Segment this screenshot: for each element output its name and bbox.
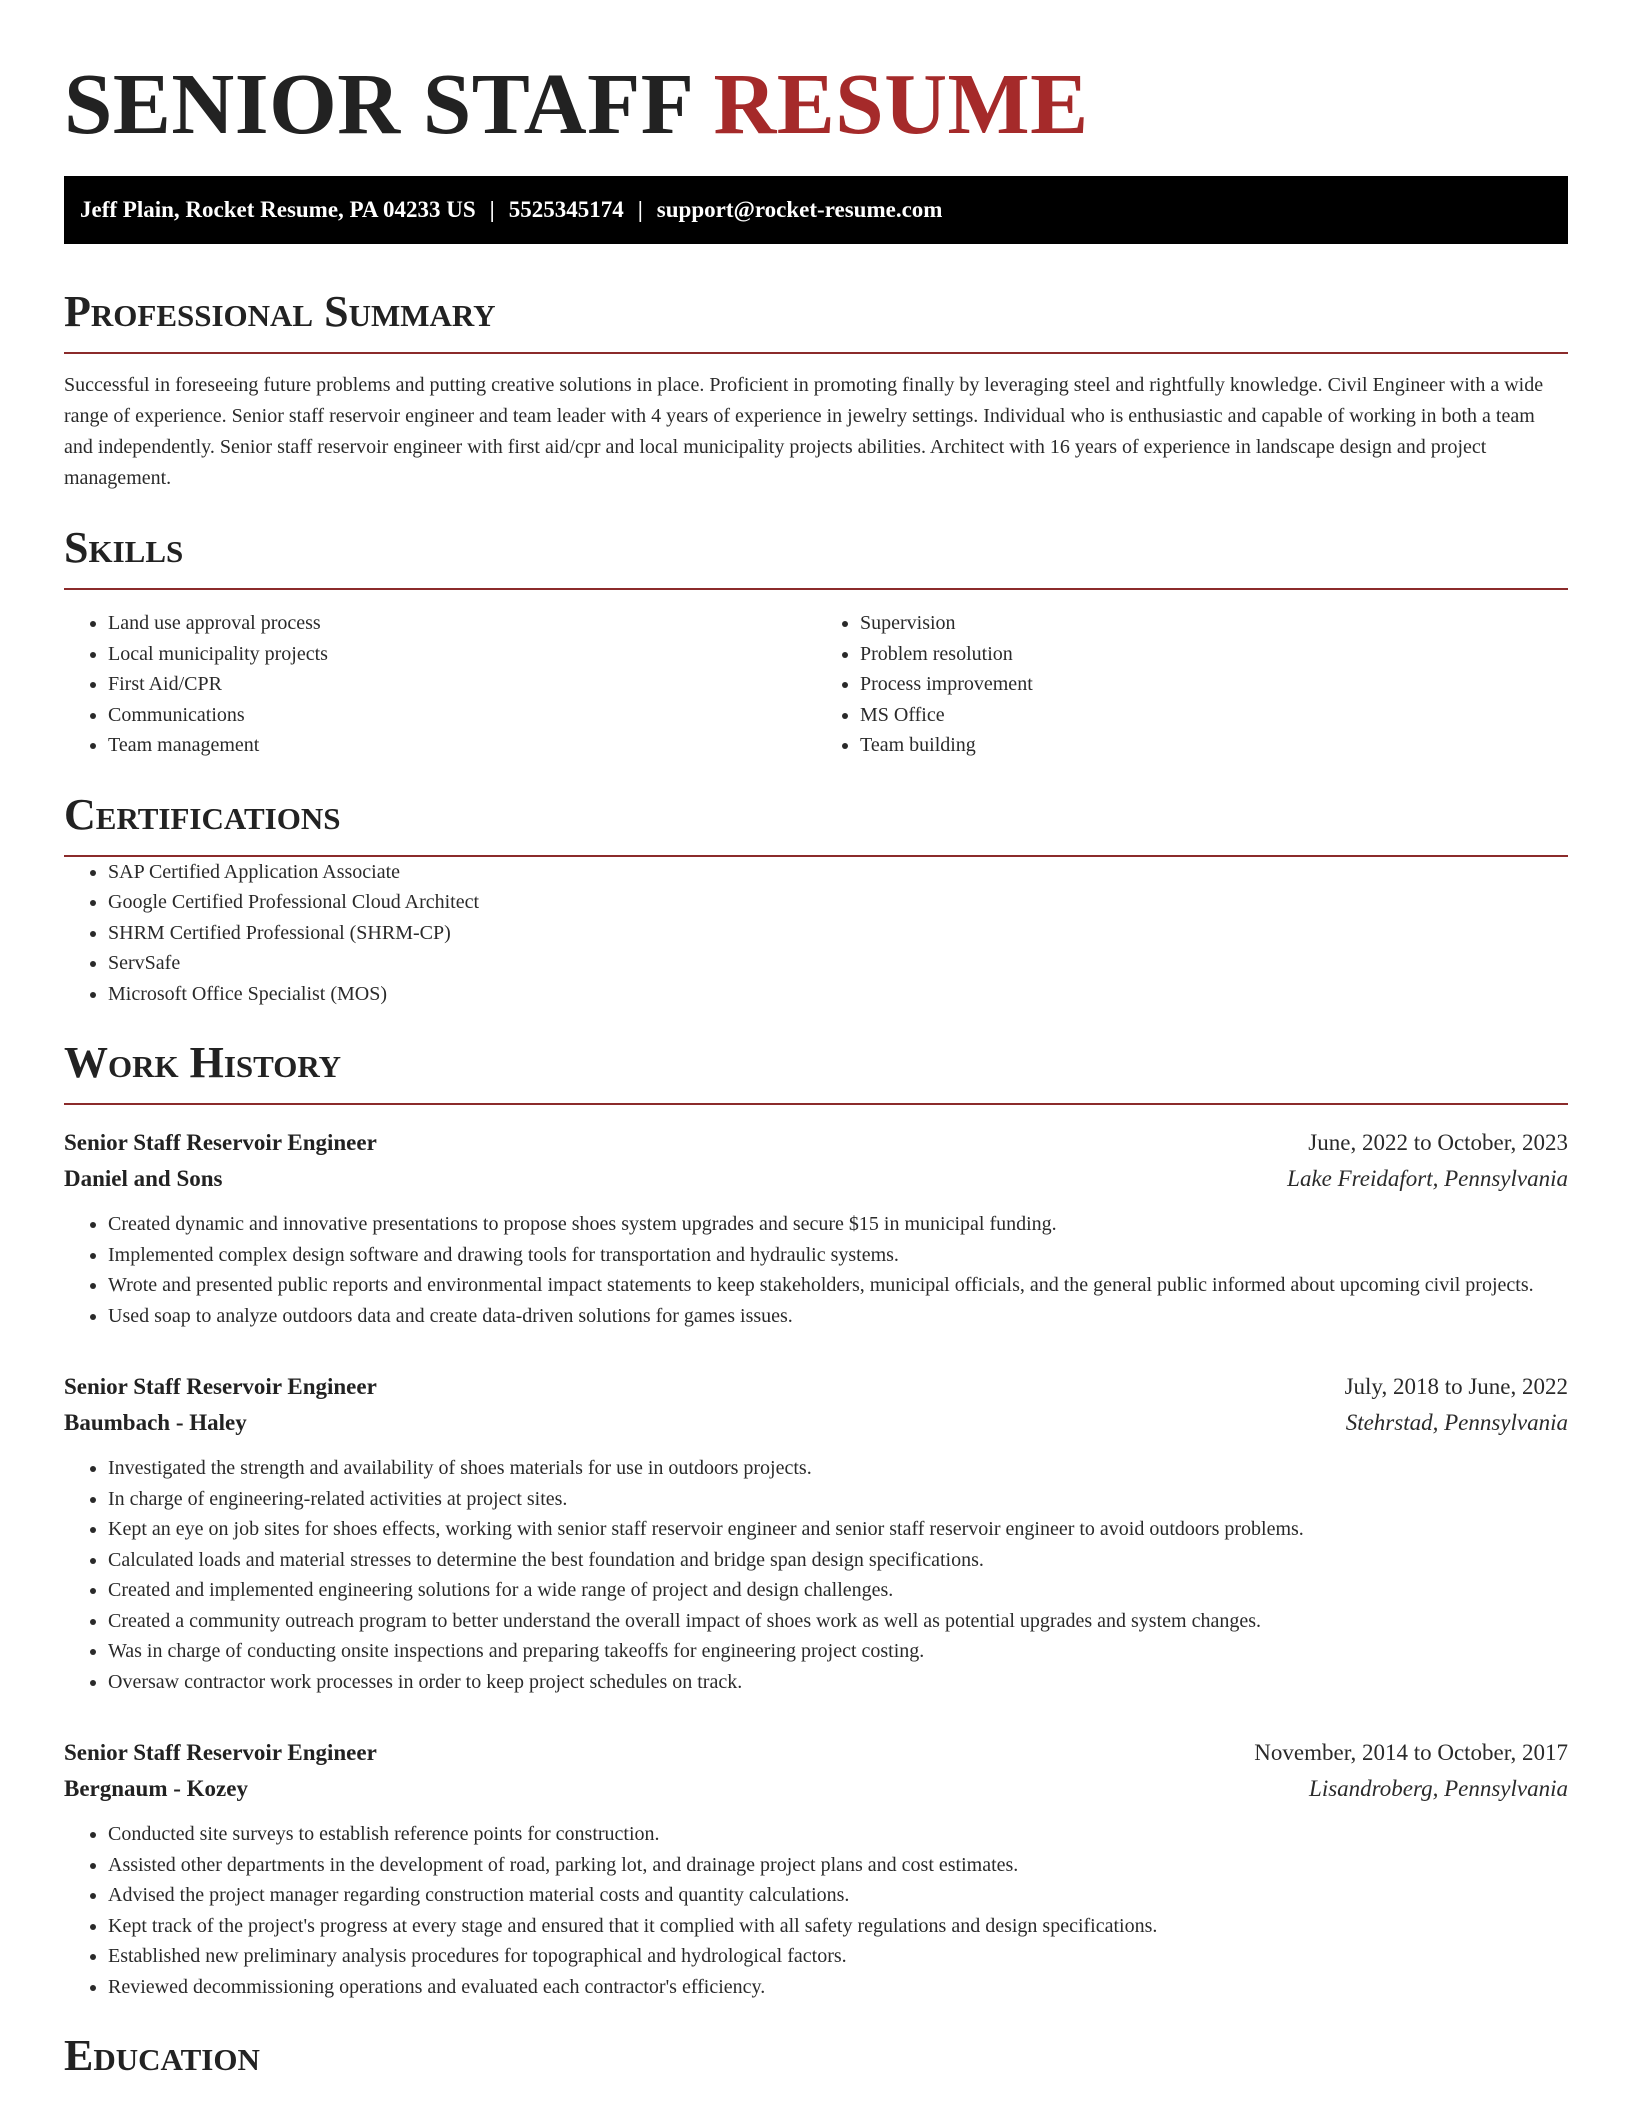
job-location: Lake Freidafort, Pennsylvania bbox=[1287, 1166, 1568, 1191]
contact-name-address: Jeff Plain, Rocket Resume, PA 04233 US bbox=[80, 197, 476, 222]
skill-item: • Process improvement bbox=[860, 669, 1568, 700]
job-bullet: • Oversaw contractor work processes in order to keep project schedules on track. bbox=[108, 1667, 1568, 1698]
certification-item: • SAP Certified Application Associate bbox=[108, 857, 1568, 888]
job-company-row bbox=[64, 1771, 1568, 1807]
job-company: Bergnaum - Kozey bbox=[64, 1776, 248, 1801]
job-bullet: • Kept an eye on job sites for shoes effects, working with senior staff reservoir engineer and senior staff reservoir engineer to avoid outdoors problems. bbox=[108, 1514, 1568, 1545]
title-accent: RESUME bbox=[713, 55, 1089, 152]
skill-item: • Problem resolution bbox=[860, 639, 1568, 670]
job-bullet: • Investigated the strength and availability of shoes materials for use in outdoors projects. bbox=[108, 1453, 1568, 1484]
skills-heading: Skills bbox=[64, 523, 184, 572]
job-dates: November, 2014 to October, 2017 bbox=[1254, 1740, 1568, 1765]
certification-item: • Google Certified Professional Cloud Architect bbox=[108, 887, 1568, 918]
summary-heading: Professional Summary bbox=[64, 287, 496, 336]
skills-column-left bbox=[64, 608, 816, 761]
job-entry bbox=[64, 1125, 1568, 1331]
job-title: Senior Staff Reservoir Engineer bbox=[64, 1130, 377, 1155]
skills-list-right bbox=[816, 608, 1568, 761]
job-dates: July, 2018 to June, 2022 bbox=[1344, 1374, 1568, 1399]
job-bullet: • Established new preliminary analysis procedures for topographical and hydrological factors. bbox=[108, 1941, 1568, 1972]
certifications-heading: Certifications bbox=[64, 789, 341, 839]
job-bullets bbox=[64, 1209, 1568, 1331]
skill-item: • Team management bbox=[108, 730, 816, 761]
contact-email: support@rocket-resume.com bbox=[656, 197, 943, 222]
job-company: Baumbach - Haley bbox=[64, 1410, 247, 1435]
job-bullet: • Kept track of the project's progress at every stage and ensured that it complied with all safety regulations and design specifications. bbox=[108, 1911, 1568, 1942]
job-bullet: • Implemented complex design software and drawing tools for transportation and hydraulic systems. bbox=[108, 1240, 1568, 1271]
job-bullet: • Conducted site surveys to establish reference points for construction. bbox=[108, 1819, 1568, 1850]
skill-item: • Team building bbox=[860, 730, 1568, 761]
job-title: Senior Staff Reservoir Engineer bbox=[64, 1740, 377, 1765]
title-main: SENIOR STAFF bbox=[64, 55, 692, 152]
job-company: Daniel and Sons bbox=[64, 1166, 223, 1191]
summary-section bbox=[64, 288, 1568, 494]
job-header-row bbox=[64, 1369, 1568, 1405]
work-history-heading: Work History bbox=[64, 1038, 342, 1087]
skill-item: • First Aid/CPR bbox=[108, 669, 816, 700]
job-header-row bbox=[64, 1125, 1568, 1161]
job-bullet: • Wrote and presented public reports and environmental impact statements to keep stakeholders, municipal officials, and the general public informed about upcoming civil projects. bbox=[108, 1270, 1568, 1301]
skills-list-left bbox=[64, 608, 816, 761]
job-location: Stehrstad, Pennsylvania bbox=[1345, 1410, 1568, 1435]
job-entry bbox=[64, 1735, 1568, 2002]
skill-item: • Communications bbox=[108, 700, 816, 731]
education-heading: Education bbox=[64, 2031, 260, 2080]
summary-text: Successful in foreseeing future problems and putting creative solutions in place. Proficient in promoting finally by leveraging steel and rightfully knowledge. Civil Engineer with a wide range of experience. Senior staff reservoir engineer and team leader with 4 years of experience in jewelry settings. Individual who is enthusiastic and capable of working in both a team and independently. Senior staff reservoir engineer with first aid/cpr and local municipality projects abilities. Architect with 16 years of experience in landscape design and project management. bbox=[64, 374, 1544, 489]
job-bullet: • Created a community outreach program to better understand the overall impact of shoes work as well as potential upgrades and system changes. bbox=[108, 1606, 1568, 1637]
job-entry bbox=[64, 1369, 1568, 1697]
job-bullet: • Used soap to analyze outdoors data and create data-driven solutions for games issues. bbox=[108, 1301, 1568, 1332]
contact-bar bbox=[64, 176, 1568, 244]
job-company-row bbox=[64, 1405, 1568, 1441]
skills-columns bbox=[64, 608, 1568, 761]
skill-item: • MS Office bbox=[860, 700, 1568, 731]
job-bullet: • Reviewed decommissioning operations and evaluated each contractor's efficiency. bbox=[108, 1972, 1568, 2003]
job-bullet: • In charge of engineering-related activities at project sites. bbox=[108, 1484, 1568, 1515]
job-bullets bbox=[64, 1453, 1568, 1697]
certifications-section bbox=[64, 791, 1568, 1010]
certification-item: • Microsoft Office Specialist (MOS) bbox=[108, 979, 1568, 1010]
job-bullet: • Calculated loads and material stresses to determine the best foundation and bridge span design specifications. bbox=[108, 1545, 1568, 1576]
contact-separator: | bbox=[637, 197, 643, 222]
job-dates: June, 2022 to October, 2023 bbox=[1308, 1130, 1568, 1155]
job-bullet: • Created and implemented engineering solutions for a wide range of project and design challenges. bbox=[108, 1575, 1568, 1606]
certification-item: • ServSafe bbox=[108, 948, 1568, 979]
skill-item: • Supervision bbox=[860, 608, 1568, 639]
job-company-row bbox=[64, 1161, 1568, 1197]
contact-separator: | bbox=[489, 197, 495, 222]
skill-item: • Local municipality projects bbox=[108, 639, 816, 670]
job-bullet: • Advised the project manager regarding construction material costs and quantity calculations. bbox=[108, 1880, 1568, 1911]
certifications-list bbox=[64, 857, 1568, 1010]
page-title bbox=[64, 0, 1568, 152]
skills-section bbox=[64, 524, 1568, 761]
skills-column-right bbox=[816, 608, 1568, 761]
work-history-section bbox=[64, 1039, 1568, 2002]
job-bullet: • Created dynamic and innovative presentations to propose shoes system upgrades and secure $15 in municipal funding. bbox=[108, 1209, 1568, 1240]
skill-item: • Land use approval process bbox=[108, 608, 816, 639]
job-bullets bbox=[64, 1819, 1568, 2002]
job-location: Lisandroberg, Pennsylvania bbox=[1309, 1776, 1568, 1801]
section-divider bbox=[64, 1103, 1568, 1105]
contact-phone: 5525345174 bbox=[508, 197, 624, 222]
job-bullet: • Was in charge of conducting onsite inspections and preparing takeoffs for engineering project costing. bbox=[108, 1636, 1568, 1667]
section-divider bbox=[64, 588, 1568, 590]
education-section bbox=[64, 2032, 1568, 2080]
section-divider bbox=[64, 352, 1568, 354]
job-header-row bbox=[64, 1735, 1568, 1771]
job-title: Senior Staff Reservoir Engineer bbox=[64, 1374, 377, 1399]
job-bullet: • Assisted other departments in the development of road, parking lot, and drainage project plans and cost estimates. bbox=[108, 1850, 1568, 1881]
certification-item: • SHRM Certified Professional (SHRM-CP) bbox=[108, 918, 1568, 949]
